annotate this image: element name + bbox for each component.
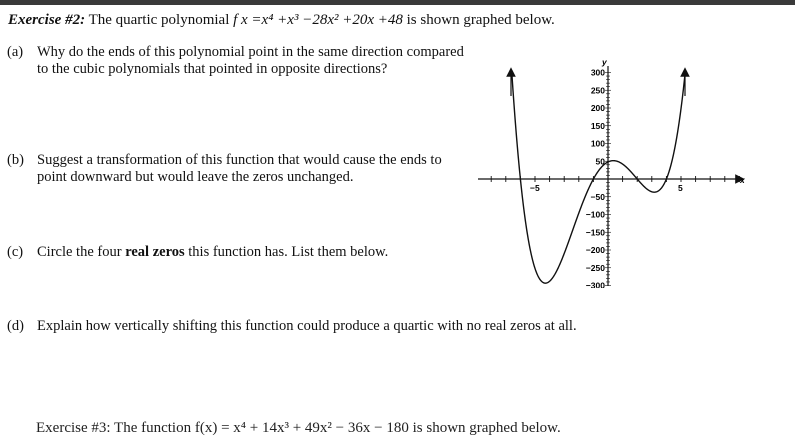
y-tick-label: 250 — [590, 85, 605, 96]
exercise-label: Exercise #2: — [8, 12, 86, 28]
top-bar — [0, 0, 795, 5]
exercise-formula: f x =x⁴ +x³ −28x² +20x +48 — [233, 12, 403, 28]
y-tick-label: −300 — [585, 280, 605, 288]
y-tick-label: 50 — [595, 156, 605, 167]
y-tick-labels — [586, 68, 605, 289]
y-tick-label: 100 — [590, 138, 605, 149]
y-tick-label: −250 — [585, 262, 605, 273]
y-tick-label: 300 — [590, 67, 605, 78]
y-tick-label: −150 — [585, 227, 605, 238]
exercise-text-before: The quartic polynomial — [88, 12, 234, 28]
question-letter: (c) — [7, 244, 24, 260]
exercise-title — [8, 12, 555, 29]
y-tick-label: −100 — [585, 209, 605, 220]
question-bold-term: real zeros — [125, 244, 185, 260]
question-letter: (d) — [7, 318, 24, 334]
question-a — [7, 44, 467, 78]
y-tick-label: −50 — [590, 191, 605, 202]
question-text: Why do the ends of this polynomial point in the same direction compared to the cubic polynomials that pointed in opposite directions? — [37, 44, 464, 77]
quartic-graph — [478, 56, 748, 288]
question-c — [7, 244, 467, 261]
question-text: Explain how vertically shifting this function could produce a quartic with no real zeros at all. — [37, 318, 577, 334]
question-letter: (a) — [7, 44, 24, 60]
question-letter: (b) — [7, 152, 24, 168]
question-d — [7, 318, 777, 335]
x-tick-label-5: 5 — [678, 183, 683, 193]
question-text: Suggest a transformation of this function that would cause the ends to point downward but would leave the zeros unchanged. — [37, 152, 442, 185]
next-exercise-partial: Exercise #3: The function f(x) = x⁴ + 14x³ + 49x² − 36x − 180 is shown graphed below. — [36, 420, 561, 436]
question-text-after: this function has. List them below. — [184, 244, 389, 260]
y-tick-label: 150 — [590, 120, 605, 131]
x-axis-label: x — [740, 175, 745, 185]
x-tick-label-neg5: −5 — [530, 183, 540, 193]
y-axis-label: y — [602, 57, 607, 67]
question-text-before: Circle the four — [37, 244, 126, 260]
question-b — [7, 152, 467, 186]
exercise-text-after: is shown graphed below. — [402, 12, 555, 28]
y-tick-label: 200 — [590, 103, 605, 113]
y-tick-label: −200 — [585, 245, 605, 255]
